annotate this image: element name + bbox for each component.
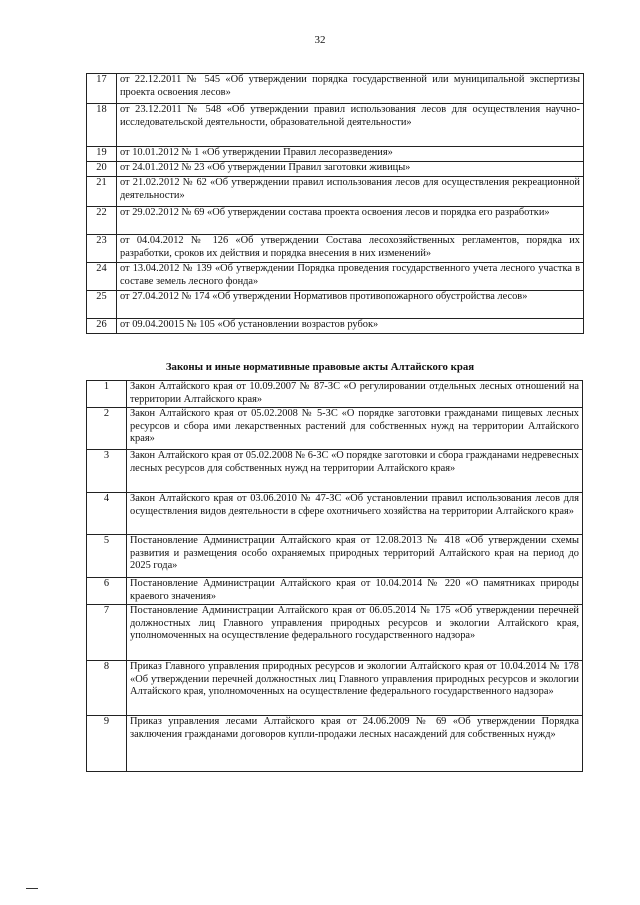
row-text: Закон Алтайского края от 10.09.2007 № 87-ЗС «О регулировании отдельных лесных отношений на территории Алтайского края»: [127, 381, 583, 408]
table-row: [87, 263, 584, 291]
row-text: от 29.02.2012 № 69 «Об утверждении состава проекта освоения лесов и порядка его разработки»: [117, 207, 584, 235]
row-text: от 24.01.2012 № 23 «Об утверждении Правил заготовки живицы»: [117, 162, 584, 177]
table-row: [87, 493, 583, 535]
row-text: Постановление Администрации Алтайского края от 10.04.2014 № 220 «О памятниках природы краевого значения»: [127, 578, 583, 605]
row-number: 22: [87, 207, 117, 235]
row-text: от 21.02.2012 № 62 «Об утверждении правил использования лесов для осуществления рекреационной деятельности»: [117, 177, 584, 207]
row-text: Постановление Администрации Алтайского края от 06.05.2014 № 175 «Об утверждении перечней должностных лиц Главного управления природных ресурсов и экологии Алтайского края, уполномоченных на осуществление федерального государственного надзора»: [127, 605, 583, 661]
row-text: Приказ Главного управления природных ресурсов и экологии Алтайского края от 10.04.2014 № 178 «Об утверждении перечней должностных лиц Главного управления природных ресурсов и экологии Алтайского края, уполномоченных на осуществление федерального государственного надзора»: [127, 661, 583, 716]
table-row: [87, 207, 584, 235]
table-row: [87, 147, 584, 162]
row-text: Приказ управления лесами Алтайского края от 24.06.2009 № 69 «Об утверждении Порядка заключения гражданами договоров купли-продажи лесных насаждений для собственных нужд»: [127, 716, 583, 772]
row-number: 6: [87, 578, 127, 605]
row-text: Закон Алтайского края от 05.02.2008 № 6-ЗС «О порядке заготовки и сбора гражданами недревесных лесных ресурсов для собственных нужд на территории Алтайского края»: [127, 450, 583, 493]
table-row: [87, 74, 584, 104]
table-row: [87, 381, 583, 408]
row-number: 19: [87, 147, 117, 162]
table-row: [87, 661, 583, 716]
table-row: [87, 605, 583, 661]
row-number: 8: [87, 661, 127, 716]
row-number: 21: [87, 177, 117, 207]
row-number: 20: [87, 162, 117, 177]
row-text: от 10.01.2012 № 1 «Об утверждении Правил лесоразведения»: [117, 147, 584, 162]
row-number: 5: [87, 535, 127, 578]
row-number: 17: [87, 74, 117, 104]
row-text: Закон Алтайского края от 05.02.2008 № 5-ЗС «О порядке заготовки гражданами пищевых лесных ресурсов и сбора ими лекарственных растений для собственных нужд на территории Алтайского края»: [127, 408, 583, 450]
row-text: от 23.12.2011 № 548 «Об утверждении правил использования лесов для осуществления научно-исследовательской деятельности, образовательной деятельности»: [117, 104, 584, 147]
row-number: 9: [87, 716, 127, 772]
table-row: [87, 535, 583, 578]
table-row: [87, 235, 584, 263]
table-row: [87, 408, 583, 450]
row-number: 3: [87, 450, 127, 493]
section-heading: Законы и иные нормативные правовые акты Алтайского края: [165, 361, 475, 373]
row-number: 23: [87, 235, 117, 263]
table-row: [87, 716, 583, 772]
row-text: от 13.04.2012 № 139 «Об утверждении Порядка проведения государственного учета лесного участка в составе земель лесного фонда»: [117, 263, 584, 291]
row-number: 2: [87, 408, 127, 450]
table-row: [87, 319, 584, 334]
table-row: [87, 177, 584, 207]
row-text: от 04.04.2012 № 126 «Об утверждении Состава лесохозяйственных регламентов, порядка их разработки, сроков их действия и порядка внесения в них изменений»: [117, 235, 584, 263]
row-number: 18: [87, 104, 117, 147]
table-row: [87, 104, 584, 147]
row-text: от 22.12.2011 № 545 «Об утверждении порядка государственной или муниципальной экспертизы проекта освоения лесов»: [117, 74, 584, 104]
footer-line: [26, 888, 38, 889]
row-number: 4: [87, 493, 127, 535]
table-row: [87, 450, 583, 493]
row-number: 7: [87, 605, 127, 661]
regional-acts-table: [86, 380, 583, 772]
row-text: Постановление Администрации Алтайского края от 12.08.2013 № 418 «Об утверждении схемы развития и размещения особо охраняемых природных территорий Алтайского края на период до 2025 года»: [127, 535, 583, 578]
row-number: 25: [87, 291, 117, 319]
federal-acts-table: [86, 73, 584, 334]
row-text: от 09.04.20015 № 105 «Об установлении возрастов рубок»: [117, 319, 584, 334]
table-row: [87, 291, 584, 319]
table-row: [87, 162, 584, 177]
table-row: [87, 578, 583, 605]
row-number: 1: [87, 381, 127, 408]
row-number: 26: [87, 319, 117, 334]
row-text: от 27.04.2012 № 174 «Об утверждении Нормативов противопожарного обустройства лесов»: [117, 291, 584, 319]
row-number: 24: [87, 263, 117, 291]
row-text: Закон Алтайского края от 03.06.2010 № 47-ЗС «Об установлении правил использования лесов для осуществления видов деятельности в сфере охотничьего хозяйства на территории Алтайского края»: [127, 493, 583, 535]
page-number: 32: [314, 34, 326, 46]
